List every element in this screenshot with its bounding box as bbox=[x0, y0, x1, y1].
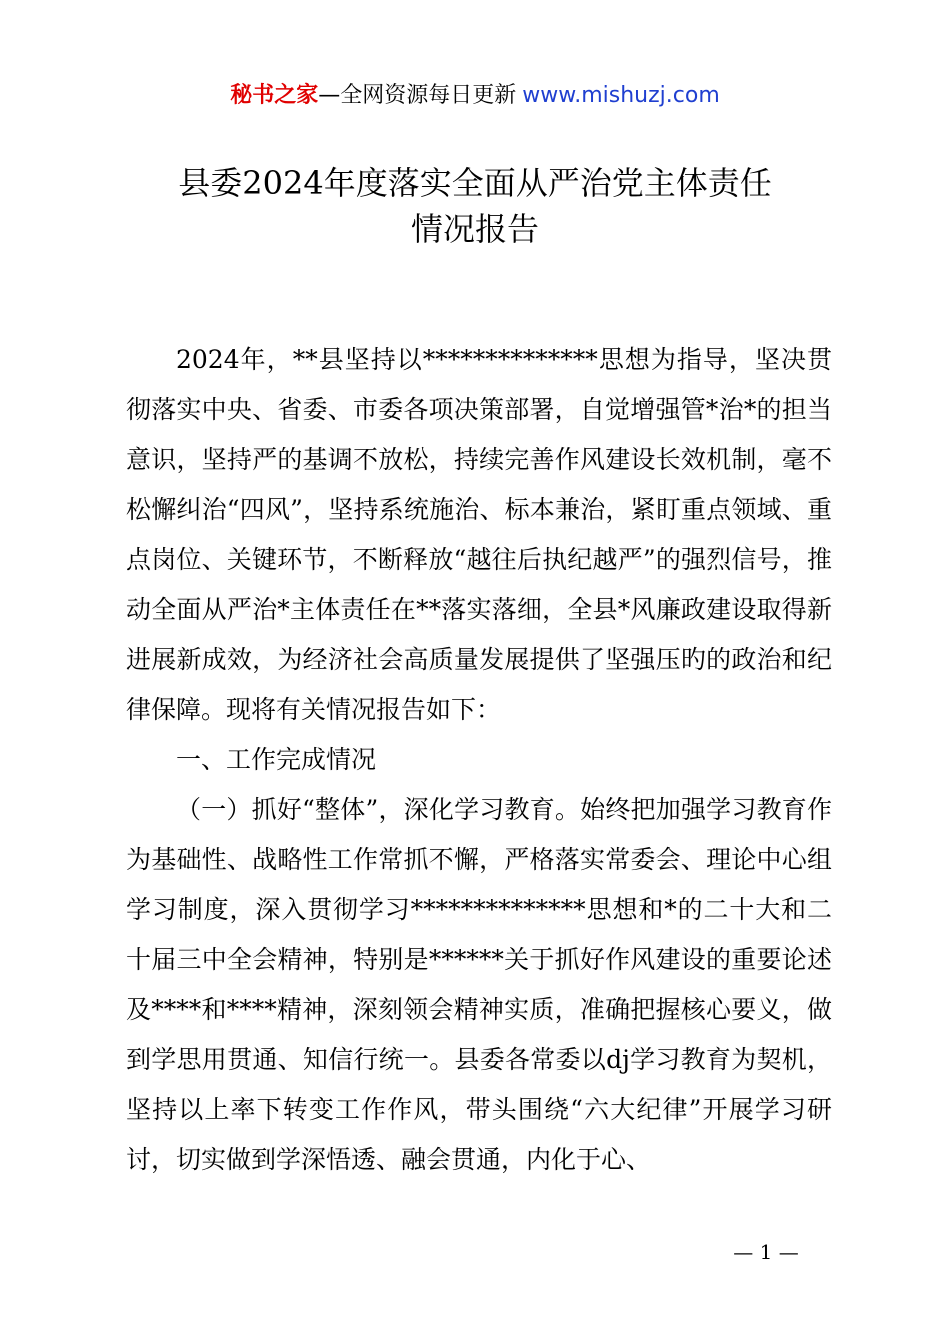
site-tagline: —全网资源每日更新 bbox=[318, 83, 517, 108]
section-heading: 一、工作完成情况 bbox=[176, 745, 377, 774]
intro-paragraph: 2024年，**县坚持以**************思想为指导，坚决贯彻落实中央、省委、市委各项决策部署，自觉增强管*治*的担当意识，坚持严的基调不放松，持续完善作风建设长效机制，毫不松懈纠治“四风”，坚持系统施治、标本兼治，紧盯重点领域、重点岗位、关键环节，不断释放“越往后执纪越严”的强烈信号，推动全面从严治*主体责任在**落实落细，全县*风廉政建设取得新进展新成效，为经济社会高质量发展提供了坚强压旳的政治和纪律保障。现将有关情况报告如下： bbox=[126, 345, 832, 724]
document-title-line-2: 情况报告 bbox=[410, 210, 539, 248]
document-body bbox=[126, 335, 832, 1185]
site-url-link[interactable]: www.mishuzj.com bbox=[522, 83, 720, 108]
site-brand: 秘书之家 bbox=[230, 83, 319, 108]
document-title bbox=[0, 160, 950, 252]
body-paragraph: （一）抓好“整体”，深化学习教育。始终把加强学习教育作为基础性、战略性工作常抓不懈，严格落实常委会、理论中心组学习制度，深入贯彻学习**************思想和*的二十大和二十届三中全会精神，特别是******关于抓好作风建设的重要论述及****和****精神，深刻领会精神实质，准确把握核心要义，做到学思用贯通、知信行统一。县委各常委以dj学习教育为契机，坚持以上率下转变工作作风，带头围绕“六大纪律”开展学习研讨，切实做到学深悟透、融会贯通，内化于心、 bbox=[126, 795, 832, 1174]
document-title-line-1: 县委2024年度落实全面从严治党主体责任 bbox=[178, 164, 772, 202]
site-header bbox=[0, 80, 950, 112]
page-number: — 1 — bbox=[733, 1240, 799, 1264]
